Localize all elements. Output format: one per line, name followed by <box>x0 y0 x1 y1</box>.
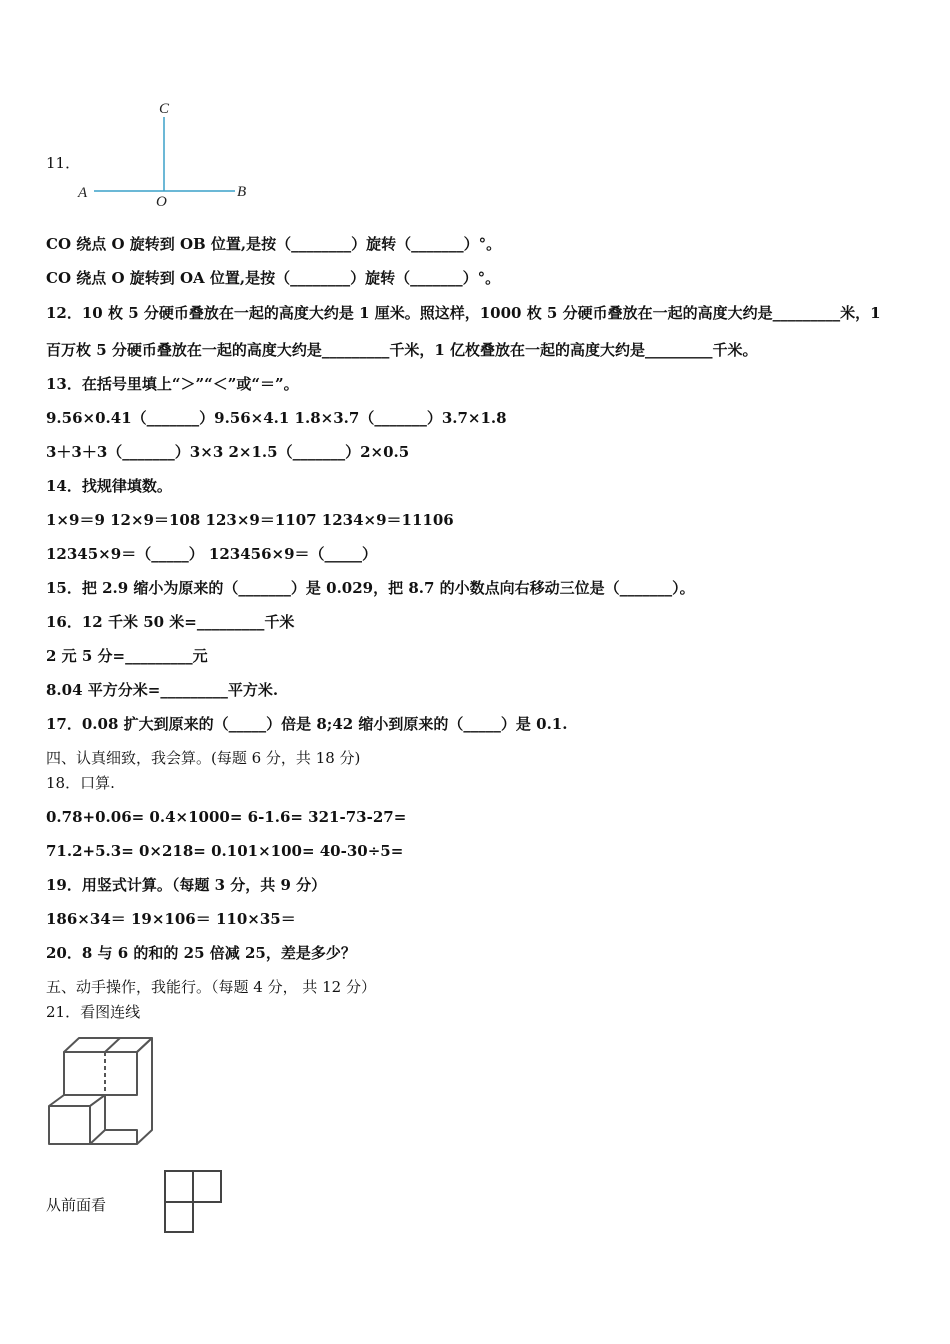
q18-title: 18．口算. <box>46 774 115 792</box>
q18-line1: 0.78+0.06= 0.4×1000= 6-1.6= 321-73-27= <box>46 808 407 826</box>
q21-title: 21．看图连线 <box>46 1003 141 1021</box>
q11-line1: CO 绕点 O 旋转到 OB 位置,是按（________）旋转（_______）°。 <box>46 235 502 253</box>
q17-line: 17．0.08 扩大到原来的（_____）倍是 8;42 缩小到原来的（_____）是 0.1. <box>46 715 568 733</box>
q16-line1: 16．12 千米 50 米=_________千米 <box>46 613 295 631</box>
label-b: B <box>237 184 247 200</box>
q16-line3: 8.04 平方分米=_________平方米. <box>46 681 279 699</box>
right-side <box>137 1038 152 1144</box>
q13-title: 13．在括号里填上“＞”“＜”或“＝”。 <box>46 375 299 393</box>
upper-front <box>64 1052 137 1095</box>
q12-line2: 百万枚 5 分硬币叠放在一起的高度大约是_________千米，1 亿枚叠放在一起的高度大约是_________千米。 <box>46 341 758 359</box>
label-c: C <box>159 101 170 117</box>
top-divider <box>105 1038 120 1052</box>
q18-line2: 71.2+5.3= 0×218= 0.101×100= 40-30÷5= <box>46 842 404 860</box>
grid-cell-top-right <box>193 1171 221 1202</box>
q14-title: 14．找规律填数。 <box>46 477 172 495</box>
cube-stack-figure <box>44 1032 160 1152</box>
q14-line1: 1×9＝9 12×9＝108 123×9＝1107 1234×9＝11106 <box>46 511 454 529</box>
label-o: O <box>156 194 167 210</box>
section4-title: 四、认真细致，我会算。(每题 6 分，共 18 分) <box>46 749 361 767</box>
front-view-label: 从前面看 <box>46 1196 107 1214</box>
q19-line1: 186×34＝ 19×106＝ 110×35＝ <box>46 910 296 928</box>
angle-diagram <box>70 95 260 210</box>
section5-title: 五、动手操作，我能行。（每题 4 分， 共 12 分） <box>46 978 376 996</box>
q11-line2: CO 绕点 O 旋转到 OA 位置,是按（________）旋转（_______）°。 <box>46 269 501 287</box>
q11-number: 11． <box>46 154 81 172</box>
q16-line2: 2 元 5 分=_________元 <box>46 647 208 665</box>
grid-cell-top-left <box>165 1171 193 1202</box>
q12-line1: 12．10 枚 5 分硬币叠放在一起的高度大约是 1 厘米。照这样，1000 枚 5 分硬币叠放在一起的高度大约是_________米，1 <box>46 304 881 322</box>
q13-line2: 3＋3＋3（_______）3×3 2×1.5（_______）2×0.5 <box>46 443 410 461</box>
q20-line: 20．8 与 6 的和的 25 倍减 25，差是多少？ <box>46 944 356 962</box>
grid-cell-bottom-left <box>165 1202 193 1232</box>
front-view-grid <box>162 1168 226 1236</box>
q14-line2: 12345×9＝（_____） 123456×9＝（_____） <box>46 545 378 563</box>
lower-front-left <box>49 1106 90 1144</box>
label-a: A <box>78 185 88 201</box>
q19-title: 19．用竖式计算。（每题 3 分，共 9 分） <box>46 876 327 894</box>
lower-step-side <box>90 1095 105 1144</box>
q15-line: 15．把 2.9 缩小为原来的（_______）是 0.029，把 8.7 的小数点向右移动三位是（_______）。 <box>46 579 695 597</box>
q13-line1: 9.56×0.41（_______）9.56×4.1 1.8×3.7（_______）3.7×1.8 <box>46 409 507 427</box>
